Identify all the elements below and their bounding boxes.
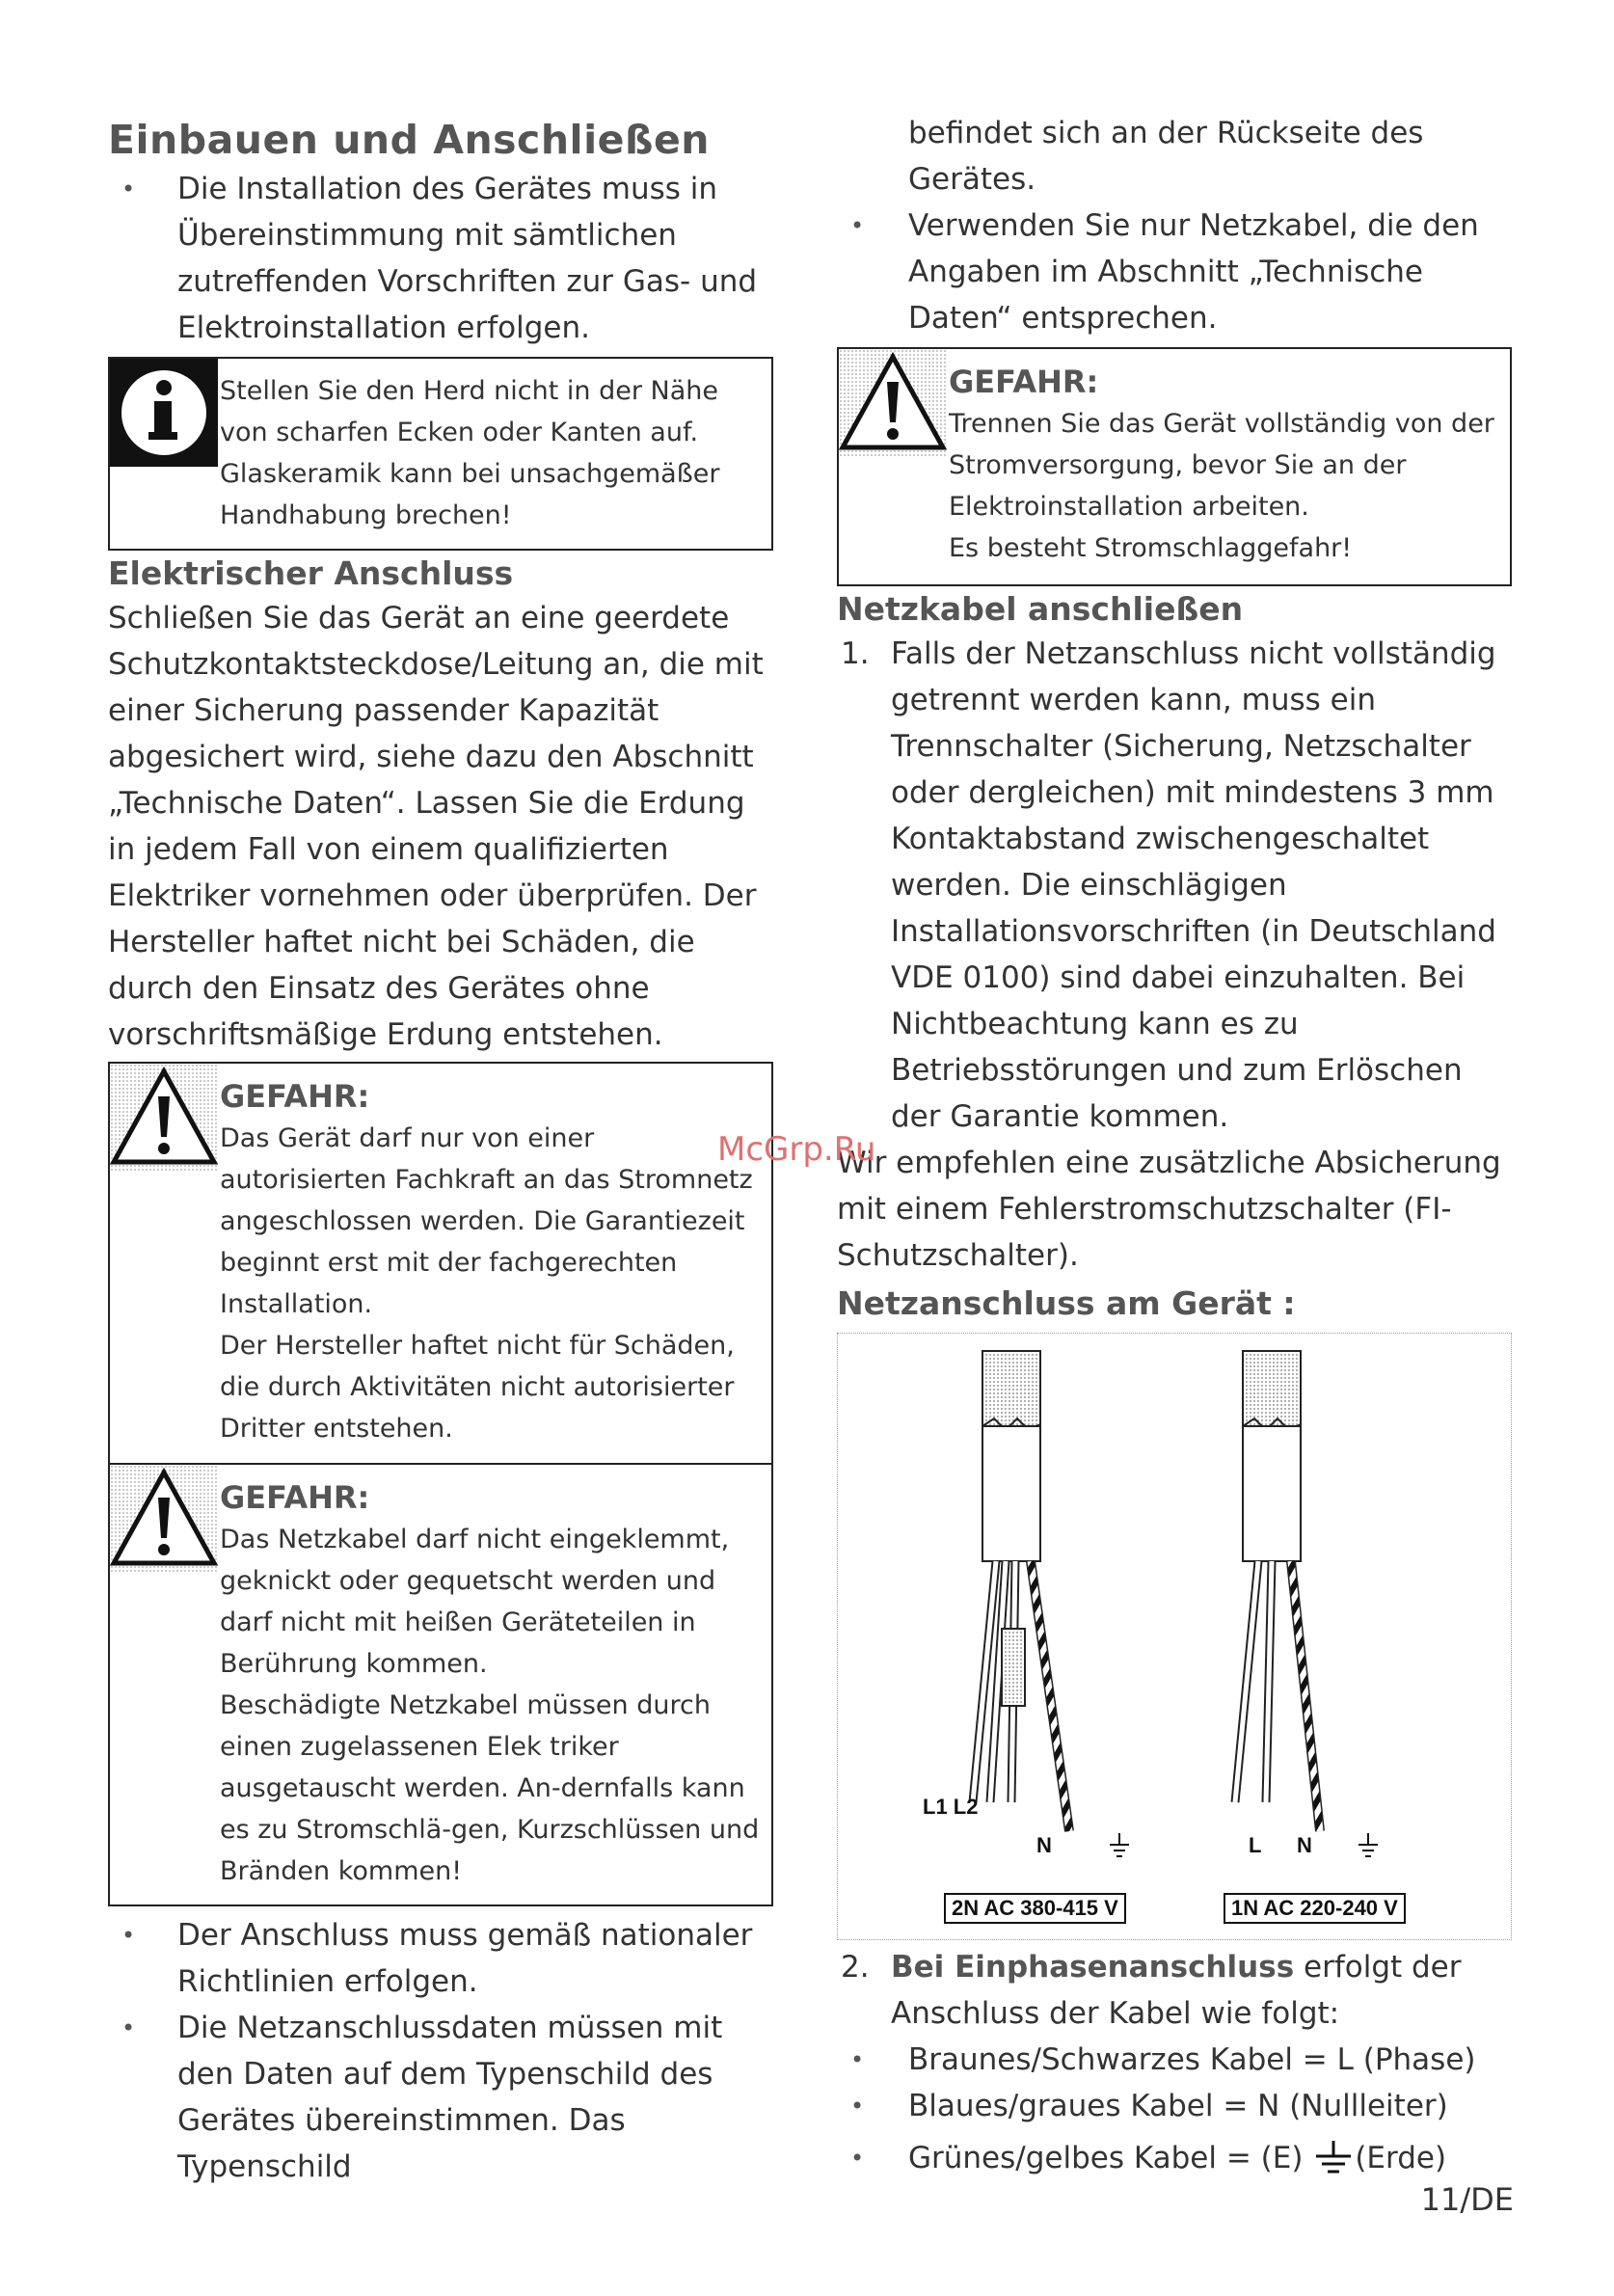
warning-icon	[110, 1064, 218, 1172]
power-cable-bullet: • Verwenden Sie nur Netzkabel, die den Angaben im Abschnitt „Technische Daten“ entsprechen.	[837, 203, 1512, 341]
page-title: Einbauen und Anschließen	[108, 117, 710, 163]
green-cable-text-end: (Erde)	[1355, 2141, 1447, 2175]
danger-3-title: GEFAHR:	[949, 364, 1099, 400]
info-text: Stellen Sie den Herd nicht in der Nähe von scharfen Ecken oder Kanten auf. Glaskeramik kann bei unsachgemäßer Handhabung brechen!	[220, 376, 720, 530]
warning-icon	[839, 349, 947, 457]
danger-box-2	[108, 1463, 773, 1906]
section-body-electric: Schließen Sie das Gerät an eine geerdete Schutzkontaktsteckdose/Leitung an, die mit einer Sicherung passender Kapazität abgesichert wird, siehe dazu den Abschnitt „Technische Daten“. Lassen Sie die Erdung in jedem Fall von einem qualifizierten Elektriker vornehmen oder überprüfen. Der Hersteller haftet nicht bei Schäden, die durch den Einsatz des Gerätes ohne vorschriftsmäßige Erdung entstehen.	[108, 601, 764, 1052]
left-column	[108, 114, 773, 2190]
danger-2-p1: Das Netzkabel darf nicht eingeklemmt, geknickt oder gequetscht werden und darf nicht mit heißen Geräteteilen in Berührung kommen.	[220, 1525, 730, 1679]
cable-diagram-1n	[1214, 1349, 1339, 1850]
brown-cable-bullet: • Braunes/Schwarzes Kabel = L (Phase)	[837, 2037, 1512, 2083]
install-bullet: • Die Installation des Gerätes muss in Übereinstimmung mit sämtlichen zutreffenden Vorschriften zur Gas- und Elektroinstallation erfolgen.	[108, 166, 773, 351]
section-title-electric: Elektrischer Anschluss	[108, 554, 514, 592]
fi-switch-paragraph: Wir empfehlen eine zusätzliche Absicherung mit einem Fehlerstromschutzschalter (FI-Schutzschalter).	[837, 1146, 1501, 1273]
ground-icon	[1108, 1833, 1131, 1860]
green-cable-bullet	[837, 2135, 1512, 2181]
wiring-figure	[837, 1333, 1512, 1940]
national-rules-bullet: • Der Anschluss muss gemäß nationaler Richtlinien erfolgen.	[108, 1912, 773, 2005]
section-title-connection: Netzanschluss am Gerät :	[837, 1284, 1296, 1322]
item-number: 2.	[841, 1950, 870, 1985]
danger-3-p2: Es besteht Stromschlaggefahr!	[949, 533, 1353, 563]
watermark: McGrp.Ru	[717, 1130, 876, 1169]
item-2-bold: Bei Einphasenanschluss	[891, 1950, 1295, 1985]
earth-icon	[1312, 2141, 1355, 2179]
item-1-text: Falls der Netzanschluss nicht vollständig getrennt werden kann, muss ein Trennschalter (Sicherung, Netzschalter oder dergleichen) mit mindestens 3 mm Kontaktabstand zwischengeschaltet werden. Die einschlägigen Installationsvorschriften (in Deutschland VDE 0100) sind dabei einzuhalten. Bei Nichtbeachtung kann es zu Betriebsstörungen und zum Erlöschen der Garantie kommen.	[891, 636, 1496, 1134]
danger-2-p2: Beschädigte Netzkabel müssen durch einen zugelassenen Elek triker ausgetauscht werden. An-dernfalls kann es zu Stromschlä-gen, Kurzschlüssen und Bränden kommen!	[220, 1690, 760, 1886]
green-cable-text: Grünes/gelbes Kabel = (E)	[908, 2141, 1313, 2175]
danger-2-title: GEFAHR:	[220, 1479, 370, 1516]
item-2-text: erfolgt der Anschluss der Kabel wie folgt:	[891, 1950, 1462, 2031]
page-number: 11/DE	[1420, 2181, 1514, 2218]
voltage-1n: 1N AC 220-240 V	[1224, 1893, 1406, 1924]
label-n-left: N	[1036, 1833, 1052, 1857]
numbered-item-1	[837, 631, 1512, 1140]
voltage-2n: 2N AC 380-415 V	[944, 1893, 1126, 1924]
warning-icon	[110, 1465, 218, 1573]
danger-3-p1: Trennen Sie das Gerät vollständig von der Stromversorgung, bevor Sie an der Elektroinstallation arbeiten.	[949, 409, 1494, 522]
label-n-right: N	[1297, 1833, 1312, 1857]
cable-diagram-2n	[954, 1349, 1079, 1850]
section-title-cable: Netzkabel anschließen	[837, 590, 1244, 628]
danger-1-p1: Das Gerät darf nur von einer autorisierten Fachkraft an das Stromnetz angeschlossen werden. Die Garantiezeit beginnt erst mit der fachgerechten Installation.	[220, 1123, 753, 1319]
label-l1l2: L1 L2	[923, 1795, 979, 1819]
item-number: 1.	[841, 636, 870, 671]
danger-1-title: GEFAHR:	[220, 1078, 370, 1115]
danger-1-p2: Der Hersteller haftet nicht für Schäden, die durch Aktivitäten nicht autorisierter Dritter entstehen.	[220, 1331, 735, 1444]
rating-plate-bullet: • Die Netzanschlussdaten müssen mit den Daten auf dem Typenschild des Gerätes übereinstimmen. Das Typenschild	[108, 2005, 773, 2190]
right-column	[837, 110, 1512, 2181]
continued-text: befindet sich an der Rückseite des Gerätes.	[908, 116, 1424, 197]
blue-cable-bullet: • Blaues/graues Kabel = N (Nullleiter)	[837, 2083, 1512, 2129]
ground-icon	[1357, 1833, 1380, 1860]
info-box	[108, 357, 773, 551]
danger-box-1	[108, 1062, 773, 1465]
label-l-right: L	[1249, 1833, 1262, 1857]
info-icon	[110, 359, 218, 467]
numbered-item-2	[837, 1944, 1512, 2037]
danger-box-3	[837, 347, 1512, 586]
